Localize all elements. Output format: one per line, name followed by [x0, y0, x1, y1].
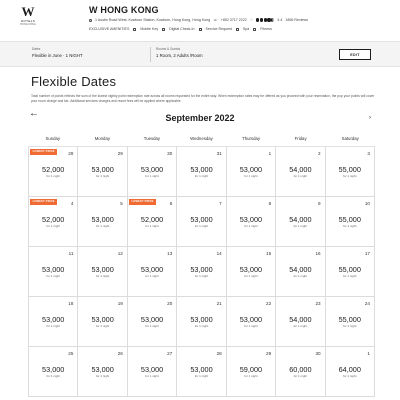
day-number: 30 [315, 351, 321, 356]
price-unit: for 1 night [343, 174, 357, 178]
points-price: 53,000 [140, 365, 164, 374]
price-unit: for 1 night [293, 174, 308, 178]
points-price: 53,000 [91, 365, 114, 374]
calendar-day-cell[interactable] [227, 297, 276, 347]
lowest-price-badge: LOWEST PRICE [30, 149, 57, 155]
day-number: 2 [318, 151, 321, 156]
day-number: 9 [318, 201, 321, 206]
points-price: 53,000 [91, 215, 114, 224]
day-number: 26 [117, 351, 123, 356]
calendar-day-cell[interactable] [227, 147, 276, 197]
day-number: 3 [367, 151, 370, 156]
lowest-price-badge: LOWEST PRICE [30, 199, 57, 205]
price-unit: for 1 night [194, 274, 209, 278]
day-number: 1 [367, 351, 370, 356]
price-unit: for 1 night [145, 374, 159, 378]
weekday-label: Wednesday [190, 135, 213, 141]
reviews-link[interactable]: 1856 Reviews [285, 18, 308, 22]
day-number: 22 [266, 301, 272, 306]
day-number: 25 [68, 351, 74, 356]
price-unit: for 1 night [244, 274, 258, 278]
calendar-day-cell[interactable] [29, 247, 78, 297]
weekday-label: Sunday [45, 135, 61, 141]
points-price: 53,000 [239, 165, 263, 174]
price-unit: for 1 night [145, 224, 159, 228]
weekday-label: Tuesday [143, 135, 161, 141]
month-label: September 2022 [165, 113, 235, 123]
hotel-name: W HONG KONG [89, 5, 159, 15]
price-unit: for 1 night [244, 374, 258, 378]
day-number: 30 [167, 151, 173, 156]
price-unit: for 1 night [95, 174, 110, 178]
calendar-day-cell[interactable] [78, 197, 127, 247]
day-number: 29 [266, 351, 272, 356]
field-divider [150, 47, 151, 62]
amenity-mobile-key: Mobile Key [140, 27, 159, 31]
service-icon [199, 28, 202, 31]
points-price: 53,000 [239, 215, 263, 224]
price-unit: for 1 night [244, 174, 258, 178]
day-number: 31 [216, 151, 222, 156]
weekday-header [28, 130, 375, 147]
calendar-day-cell[interactable] [128, 297, 177, 347]
lowest-price-badge: LOWEST PRICE [129, 199, 156, 205]
points-price: 53,000 [91, 315, 114, 324]
day-number: 23 [315, 301, 321, 306]
calendar-day-cell[interactable] [78, 247, 127, 297]
price-unit: for 1 night [343, 324, 357, 328]
day-number: 18 [68, 301, 74, 306]
price-unit: for 1 night [194, 174, 209, 178]
points-price: 53,000 [190, 315, 213, 324]
calendar-day-cell[interactable] [276, 297, 325, 347]
calendar-day-cell[interactable] [326, 147, 375, 197]
fitness-icon [253, 28, 256, 31]
day-number: 17 [364, 251, 370, 256]
price-unit: for 1 night [46, 374, 60, 378]
day-number: 19 [117, 301, 123, 306]
points-price: 54,000 [289, 165, 312, 174]
rooms-value: 1 Room, 2 Adults /Room [156, 53, 203, 58]
page-title: Flexible Dates [31, 74, 117, 89]
edit-button[interactable]: EDIT [339, 49, 371, 60]
calendar-day-cell[interactable] [227, 197, 276, 247]
save-icon[interactable]: ♡ [249, 18, 254, 22]
pin-icon [89, 19, 92, 22]
points-price: 52,000 [42, 215, 65, 224]
amenity-fitness: Fitness [260, 27, 272, 31]
phone-icon: ☏ [213, 18, 218, 22]
calendar-day-cell[interactable] [177, 297, 226, 347]
points-price: 60,000 [289, 365, 312, 374]
calendar [28, 130, 375, 400]
logo-text: HOTELS [20, 19, 36, 23]
points-price: 54,000 [289, 315, 312, 324]
points-price: 54,000 [289, 215, 312, 224]
price-unit: for 1 night [293, 274, 308, 278]
day-number: 20 [167, 301, 173, 306]
amenity-digital-checkin: Digital Check-In [169, 27, 195, 31]
calendar-day-cell[interactable] [29, 147, 78, 197]
price-unit: for 1 night [46, 274, 60, 278]
price-unit: for 1 night [95, 224, 110, 228]
calendar-day-cell[interactable] [128, 247, 177, 297]
day-number: 6 [169, 201, 173, 206]
hotel-meta [89, 18, 308, 22]
points-price: 53,000 [42, 265, 65, 274]
points-price: 55,000 [338, 315, 361, 324]
rating-dots [256, 18, 274, 21]
price-unit: for 1 night [46, 324, 60, 328]
day-number: 29 [117, 151, 123, 156]
weekday-label: Friday [294, 135, 307, 141]
price-unit: for 1 night [244, 324, 258, 328]
calendar-grid [28, 147, 375, 397]
rooms-guests-field[interactable] [156, 47, 203, 58]
price-unit: for 1 night [194, 374, 209, 378]
calendar-day-cell[interactable] [326, 297, 375, 347]
day-number: 28 [68, 151, 74, 156]
day-number: 10 [364, 201, 370, 206]
calendar-day-cell[interactable] [78, 147, 127, 197]
points-price: 53,000 [239, 315, 263, 324]
calendar-day-cell[interactable] [227, 347, 276, 397]
calendar-day-cell[interactable] [29, 347, 78, 397]
calendar-day-cell[interactable] [29, 197, 78, 247]
calendar-day-cell[interactable] [177, 147, 226, 197]
calendar-day-cell[interactable] [326, 347, 375, 397]
spa-icon [236, 28, 239, 31]
price-unit: for 1 night [343, 374, 357, 378]
calendar-day-cell[interactable] [227, 247, 276, 297]
day-number: 11 [68, 251, 74, 256]
dates-label: Dates [32, 47, 41, 51]
calendar-day-cell[interactable] [128, 347, 177, 397]
calendar-day-cell[interactable] [177, 347, 226, 397]
price-unit: for 1 night [194, 224, 209, 228]
points-price: 54,000 [289, 265, 312, 274]
points-price: 55,000 [338, 215, 361, 224]
mobile-key-icon [133, 28, 136, 31]
calendar-day-cell[interactable] [326, 247, 375, 297]
day-number: 24 [364, 301, 370, 306]
price-unit: for 1 night [46, 174, 60, 178]
calendar-day-cell[interactable] [128, 197, 177, 247]
points-price: 53,000 [91, 165, 114, 174]
brand-logo[interactable] [13, 5, 43, 26]
calendar-day-cell[interactable] [276, 147, 325, 197]
page-description: Total number of points reflects the sum of the lowest nightly point redemption rate across all rooms requested for the entire stay. When redemption rates may be offered as you proceed with your reservation, the pop your points will cover your room charge and tax. Additional services charges and resort fees will be applied where applicable. [31, 94, 375, 103]
amenity-spa: Spa [242, 27, 250, 31]
calendar-day-cell[interactable] [276, 347, 325, 397]
calendar-day-cell[interactable] [128, 147, 177, 197]
weekday-label: Monday [94, 135, 110, 141]
points-price: 53,000 [42, 365, 65, 374]
day-number: 21 [216, 301, 222, 306]
day-number: 15 [266, 251, 272, 256]
price-unit: for 1 night [95, 374, 110, 378]
price-unit: for 1 night [145, 324, 159, 328]
points-price: 53,000 [190, 365, 213, 374]
price-unit: for 1 night [145, 174, 159, 178]
weekday-label: Thursday [242, 135, 261, 141]
points-price: 53,000 [42, 315, 65, 324]
points-price: 53,000 [239, 265, 263, 274]
price-unit: for 1 night [95, 274, 110, 278]
calendar-day-cell[interactable] [177, 197, 226, 247]
day-number: 8 [268, 201, 272, 206]
calendar-day-cell[interactable] [326, 197, 375, 247]
day-number: 14 [216, 251, 222, 256]
day-number: 27 [167, 351, 173, 356]
points-price: 53,000 [190, 215, 213, 224]
calendar-day-cell[interactable] [78, 297, 127, 347]
chevron-left-icon[interactable]: ← [29, 108, 39, 119]
points-price: 52,000 [140, 215, 164, 224]
logo-mark: W [21, 4, 35, 19]
points-price: 55,000 [338, 165, 361, 174]
amenity-service-request: Service Request [205, 27, 232, 31]
day-number: 12 [117, 251, 123, 256]
calendar-day-cell[interactable] [276, 247, 325, 297]
search-summary-bar [0, 41, 400, 67]
price-unit: for 1 night [293, 224, 308, 228]
price-unit: for 1 night [343, 274, 357, 278]
price-unit: for 1 night [293, 374, 308, 378]
dates-field[interactable] [32, 47, 83, 58]
hotel-header [0, 0, 400, 38]
price-unit: for 1 night [194, 324, 209, 328]
calendar-day-cell[interactable] [276, 197, 325, 247]
points-price: 55,000 [338, 265, 361, 274]
dates-value: Flexible in June · 1 NIGHT [32, 53, 83, 58]
price-unit: for 1 night [343, 224, 357, 228]
points-price: 53,000 [190, 165, 213, 174]
points-price: 59,000 [239, 365, 263, 374]
rating-score: 4.4 [277, 18, 283, 22]
day-number: 13 [167, 251, 173, 256]
chevron-right-icon[interactable]: › [369, 115, 371, 121]
points-price: 53,000 [140, 165, 164, 174]
price-unit: for 1 night [145, 274, 159, 278]
day-number: 1 [268, 151, 272, 156]
calendar-day-cell[interactable] [177, 247, 226, 297]
day-number: 4 [70, 201, 74, 206]
weekday-label: Saturday [341, 135, 359, 141]
points-price: 53,000 [190, 265, 213, 274]
hotel-phone[interactable]: +852 3717 2222 [220, 18, 247, 22]
day-number: 16 [315, 251, 321, 256]
checkin-icon [162, 28, 165, 31]
calendar-day-cell[interactable] [29, 297, 78, 347]
hotel-address: 1 Austin Road West, Kowloon Station, Kowloon, Hong Kong, Hong Kong [95, 18, 211, 22]
day-number: 28 [216, 351, 222, 356]
price-unit: for 1 night [244, 224, 258, 228]
amenities-row [89, 27, 272, 31]
amenity-exclusive[interactable]: EXCLUSIVE AMENITIES [89, 27, 130, 31]
points-price: 64,000 [338, 365, 361, 374]
calendar-day-cell[interactable] [78, 347, 127, 397]
price-unit: for 1 night [95, 324, 110, 328]
day-number: 5 [120, 201, 123, 206]
points-price: 53,000 [91, 265, 114, 274]
points-price: 53,000 [140, 265, 164, 274]
points-price: 52,000 [42, 165, 65, 174]
rooms-label: Rooms & Guests [156, 47, 181, 51]
price-unit: for 1 night [46, 224, 60, 228]
price-unit: for 1 night [293, 324, 308, 328]
day-number: 7 [219, 201, 222, 206]
logo-subtext: HONG KONG [20, 23, 36, 26]
points-price: 53,000 [140, 315, 164, 324]
